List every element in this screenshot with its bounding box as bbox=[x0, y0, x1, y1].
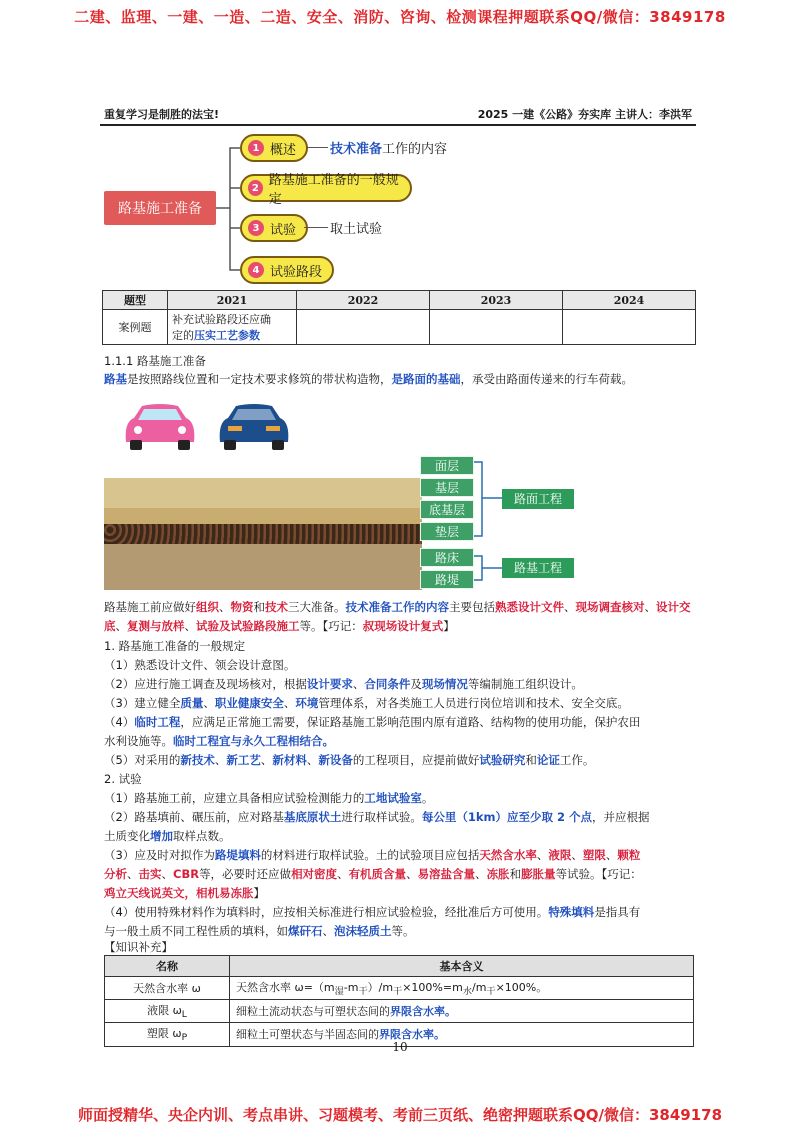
node-label: 路基施工准备的一般规定 bbox=[268, 173, 399, 207]
col-header: 2024 bbox=[563, 291, 696, 310]
table-cell bbox=[563, 310, 696, 345]
cell-highlight: 压实工艺参数 bbox=[194, 329, 260, 342]
gravel-band bbox=[104, 524, 422, 544]
subgrade-soil-band bbox=[104, 544, 422, 590]
term: 是路面的基础 bbox=[391, 372, 461, 386]
text: ，承受由路面传递来的行车荷载。 bbox=[460, 372, 633, 386]
layer-label-base: 基层 bbox=[420, 478, 474, 497]
pavement-soil-band bbox=[104, 478, 422, 508]
table-cell bbox=[297, 310, 430, 345]
layer-label-cushion: 垫层 bbox=[420, 522, 474, 541]
node-label: 试验路段 bbox=[270, 264, 323, 280]
mindmap-leaf-soil-test: 取土试验 bbox=[330, 222, 383, 237]
general-rule-4: （4）临时工程，应满足正常施工需要，保证路基施工影响范围内原有道路、结构物的使用功能，保护农田 水利设施等。临时工程宜与永久工程相结合。 bbox=[104, 715, 641, 748]
layer-label-surface: 面层 bbox=[420, 456, 474, 475]
mindmap-node-overview bbox=[240, 134, 308, 162]
general-rules-title: 1. 路基施工准备的一般规定 bbox=[104, 639, 246, 653]
meaning-cell: 天然含水率 $\omega=(m_湿-m_干)/m_干\times 100\%=m_水/m_干\times 100\%$。 bbox=[230, 977, 694, 1000]
col-header: 题型 bbox=[103, 291, 168, 310]
pink-car-icon bbox=[126, 404, 195, 450]
table-header-row bbox=[103, 291, 696, 310]
text: 是按照路线位置和一定技术要求修筑的带状构造物， bbox=[127, 372, 392, 386]
mindmap-leaf-line bbox=[304, 227, 328, 228]
row-label: 案例题 bbox=[103, 310, 168, 345]
test-item-3: （3）应及时对拟作为路堤填料的材料进行取样试验。土的试验项目应包括天然含水率、液限、塑限、颗粒 分析、击实、CBR等，必要时还应做相对密度、有机质含量、易溶盐含量、冻胀和膨胀量等试验。【巧记： 鸡立天线说英文，相机易冻胀】 bbox=[104, 848, 642, 900]
col-header: 2023 bbox=[430, 291, 563, 310]
cell-text: 补充试验路段还应确 bbox=[172, 313, 271, 326]
mindmap-root: 路基施工准备 bbox=[104, 191, 216, 225]
node-label: 试验 bbox=[270, 222, 297, 238]
header-slogan: 重复学习是制胜的法宝! bbox=[104, 108, 220, 121]
test-item-2: （2）路基填前、碾压前，应对路基基底原状土进行取样试验。每公里（1km）应至少取 2 个点，并应根据 土质变化增加取样点数。 bbox=[104, 810, 650, 843]
top-banner: 二建、监理、一建、一造、二造、安全、消防、咨询、检测课程押题联系QQ/微信：3849178 bbox=[74, 8, 726, 26]
general-rule-2: （2）应进行施工调查及现场核对，根据设计要求、合同条件及现场情况等编制施工组织设计。 bbox=[104, 677, 583, 691]
layer-brackets bbox=[474, 456, 504, 586]
term-cell: 塑限 $\omega_P$ bbox=[105, 1023, 230, 1046]
general-rule-5: （5）对采用的新技术、新工艺、新材料、新设备的工程项目，应提前做好试验研究和论证工作。 bbox=[104, 753, 595, 767]
table-cell bbox=[430, 310, 563, 345]
mindmap-leaf-tech-prep bbox=[330, 138, 447, 157]
base-soil-band bbox=[104, 508, 422, 524]
cell-text: 定的 bbox=[172, 329, 194, 342]
term-cell: 天然含水率 ω bbox=[105, 977, 230, 1000]
node-number: 3 bbox=[248, 220, 264, 236]
meaning-cell: 细粒土流动状态与可塑状态间的界限含水率。 bbox=[230, 1000, 694, 1023]
term-cell: 液限 $\omega_L$ bbox=[105, 1000, 230, 1023]
layer-label-roadbed: 路床 bbox=[420, 548, 474, 567]
test-title: 2. 试验 bbox=[104, 772, 142, 786]
pavement-engineering-box: 路面工程 bbox=[502, 489, 574, 509]
col-header: 2021 bbox=[168, 291, 297, 310]
leaf-text: 工作的内容 bbox=[382, 142, 448, 157]
node-number: 1 bbox=[248, 140, 264, 156]
mindmap-node-general-rules bbox=[240, 173, 412, 207]
leaf-highlight: 技术准备 bbox=[330, 142, 383, 157]
mindmap-leaf-line bbox=[306, 147, 328, 148]
col-header: 2022 bbox=[297, 291, 430, 310]
supplement-table bbox=[104, 955, 694, 1047]
col-header: 基本含义 bbox=[230, 956, 694, 977]
general-rule-1: （1）熟悉设计文件、领会设计意图。 bbox=[104, 658, 296, 672]
table-cell bbox=[168, 310, 297, 345]
table-row bbox=[103, 310, 696, 345]
supplement-title: 【知识补充】 bbox=[104, 940, 173, 954]
mindmap-node-test bbox=[240, 214, 308, 242]
preparation-paragraph: 路基施工前应做好组织、物资和技术三大准备。技术准备工作的内容主要包括熟悉设计文件、现场调查核对、设计交底、复测与放样、试验及试验路段施工等。【巧记：叔现场设计复式】 bbox=[104, 600, 691, 633]
cars-illustration bbox=[120, 400, 290, 454]
general-rule-3: （3）建立健全质量、职业健康安全、环境管理体系，对各类施工人员进行岗位培训和技术、安全交底。 bbox=[104, 696, 629, 710]
subgrade-engineering-box: 路基工程 bbox=[502, 558, 574, 578]
node-number: 4 bbox=[248, 262, 264, 278]
node-label: 概述 bbox=[270, 142, 297, 158]
node-number: 2 bbox=[248, 180, 263, 196]
page-header bbox=[100, 104, 696, 126]
test-item-1: （1）路基施工前，应建立具备相应试验检测能力的工地试验室。 bbox=[104, 791, 434, 805]
table-row bbox=[105, 977, 694, 1000]
exam-year-table bbox=[102, 290, 696, 345]
section-heading: 1.1.1 路基施工准备 bbox=[104, 354, 206, 368]
bottom-banner: 师面授精华、央企内训、考点串讲、习题模考、考前三页纸、绝密押题联系QQ/微信：3849178 bbox=[77, 1106, 723, 1124]
layer-label-subbase: 底基层 bbox=[420, 500, 474, 519]
definition-paragraph bbox=[104, 370, 694, 389]
blue-car-icon bbox=[220, 404, 289, 450]
meaning-cell: 细粒土可塑状态与半固态间的界限含水率。 bbox=[230, 1023, 694, 1046]
mindmap-node-trial-section bbox=[240, 256, 334, 284]
header-course-title: 2025 一建《公路》夯实库 主讲人：李洪军 bbox=[477, 108, 692, 121]
col-header: 名称 bbox=[105, 956, 230, 977]
test-item-4: （4）使用特殊材料作为填料时，应按相关标准进行相应试验检验，经批准后方可使用。特殊填料是指具有 与一般土质不同工程性质的填料，如煤矸石、泡沫轻质土等。 bbox=[104, 905, 641, 938]
layer-label-embankment: 路堤 bbox=[420, 570, 474, 589]
road-layer-diagram bbox=[104, 452, 464, 590]
table-header-row bbox=[105, 956, 694, 977]
table-row bbox=[105, 1000, 694, 1023]
term: 路基 bbox=[104, 372, 127, 386]
page-number: 10 bbox=[392, 1040, 408, 1054]
